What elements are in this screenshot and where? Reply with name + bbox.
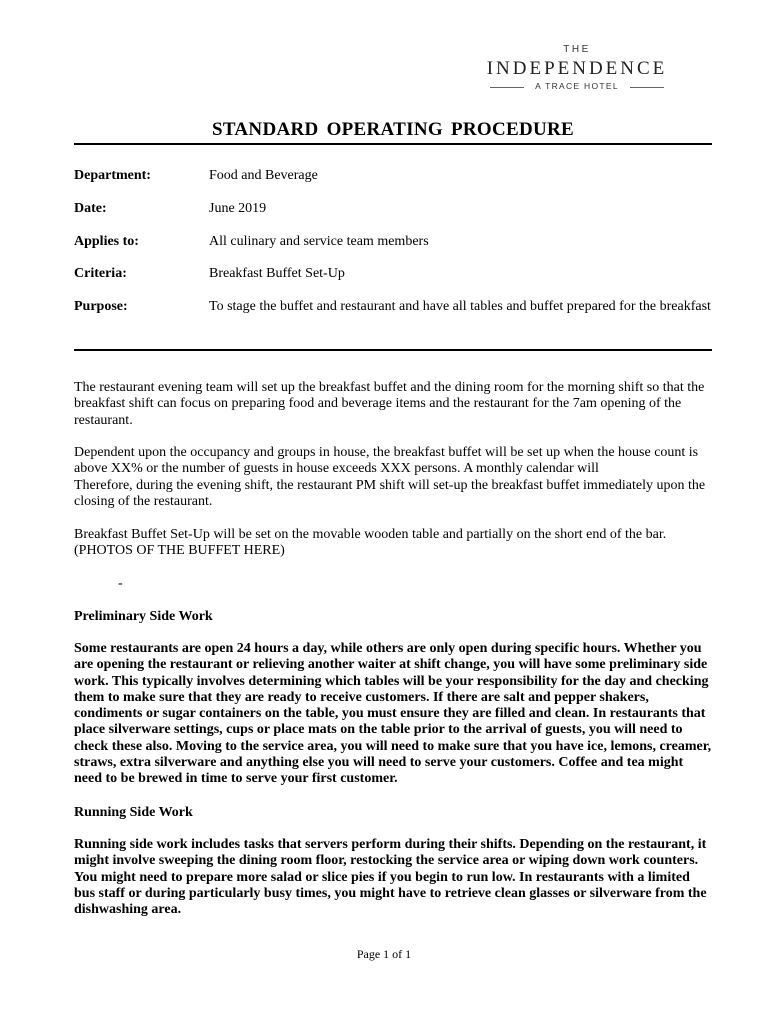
- intro-paragraph: The restaurant evening team will set up the breakfast buffet and the dining room for the morning shift so that the breakfast shift can focus on preparing food and beverage items and the restaurant for the 7am opening of the restaurant.: [74, 380, 705, 428]
- running-side-work-paragraph: Running side work includes tasks that servers perform during their shifts. Depending on the restaurant, it might involve sweeping the dining room floor, restocking the service area or wiping down work counters. You might need to prepare more salad or slice pies if you begin to run low. In restaurants with a limited bus staff or during particularly busy times, you might have to retrieve clean glasses or silverware from the dishwashing area.: [74, 837, 707, 918]
- section-heading-preliminary: Preliminary Side Work: [74, 609, 213, 624]
- bullet-dash: -: [118, 576, 123, 591]
- meta-label-department: Department:: [74, 168, 151, 183]
- occupancy-paragraph-line1: Dependent upon the occupancy and groups in house, the breakfast buffet will be set up when the house count is above XX% or the number of guests in house exceeds XXX persons. A monthly calendar will: [74, 445, 699, 477]
- photos-placeholder: (PHOTOS OF THE BUFFET HERE): [74, 543, 285, 559]
- occupancy-paragraph: [74, 445, 714, 510]
- title-divider: [74, 143, 712, 145]
- header-divider: [74, 349, 712, 351]
- meta-label-purpose: Purpose:: [74, 299, 128, 314]
- document-title: STANDARD OPERATING PROCEDURE: [211, 119, 575, 140]
- meta-value-criteria: Breakfast Buffet Set-Up: [209, 266, 345, 281]
- preliminary-side-work-paragraph: Some restaurants are open 24 hours a day, while others are only open during specific hours. Whether you are opening the restaurant or relieving another waiter at shift change, you will have some preliminary side work. This typically involves determining which tables will be your responsibility for the day and checking them to make sure that they are ready to receive customers. If there are salt and pepper shakers, condiments or sugar containers on the table, you must ensure they are filled and clean. In restaurants that place silverware settings, cups or place mats on the table prior to the arrival of guests, you will need to check these also. Moving to the service area, you will need to make sure that you have ice, lemons, creamer, straws, extra silverware and anything else you will need to serve your customers. Coffee and tea might need to be brewed in time to serve your first customer.: [74, 641, 712, 787]
- logo-line-the: THE: [563, 44, 591, 55]
- section-heading-running: Running Side Work: [74, 805, 193, 820]
- setup-paragraph: [74, 527, 714, 560]
- logo-rule-right: [630, 87, 664, 88]
- occupancy-paragraph-line2: Therefore, during the evening shift, the restaurant PM shift will set-up the breakfast buffet immediately upon the closing of the restaurant.: [74, 477, 706, 509]
- meta-value-applies-to: All culinary and service team members: [209, 234, 429, 249]
- meta-value-department: Food and Beverage: [209, 168, 318, 183]
- meta-label-criteria: Criteria:: [74, 266, 127, 281]
- hotel-logo: [466, 44, 688, 98]
- meta-value-date: June 2019: [209, 201, 267, 216]
- logo-tagline: A TRACE HOTEL: [535, 81, 619, 91]
- page-number: Page 1 of 1: [356, 947, 412, 961]
- meta-value-purpose: To stage the buffet and restaurant and have all tables and buffet prepared for the breakfast: [209, 299, 711, 314]
- setup-paragraph-line1: Breakfast Buffet Set-Up will be set on the movable wooden table and partially on the short end of the bar.: [74, 527, 667, 542]
- meta-label-applies-to: Applies to:: [74, 234, 139, 249]
- meta-label-date: Date:: [74, 201, 107, 216]
- logo-line-name: INDEPENDENCE: [486, 58, 668, 79]
